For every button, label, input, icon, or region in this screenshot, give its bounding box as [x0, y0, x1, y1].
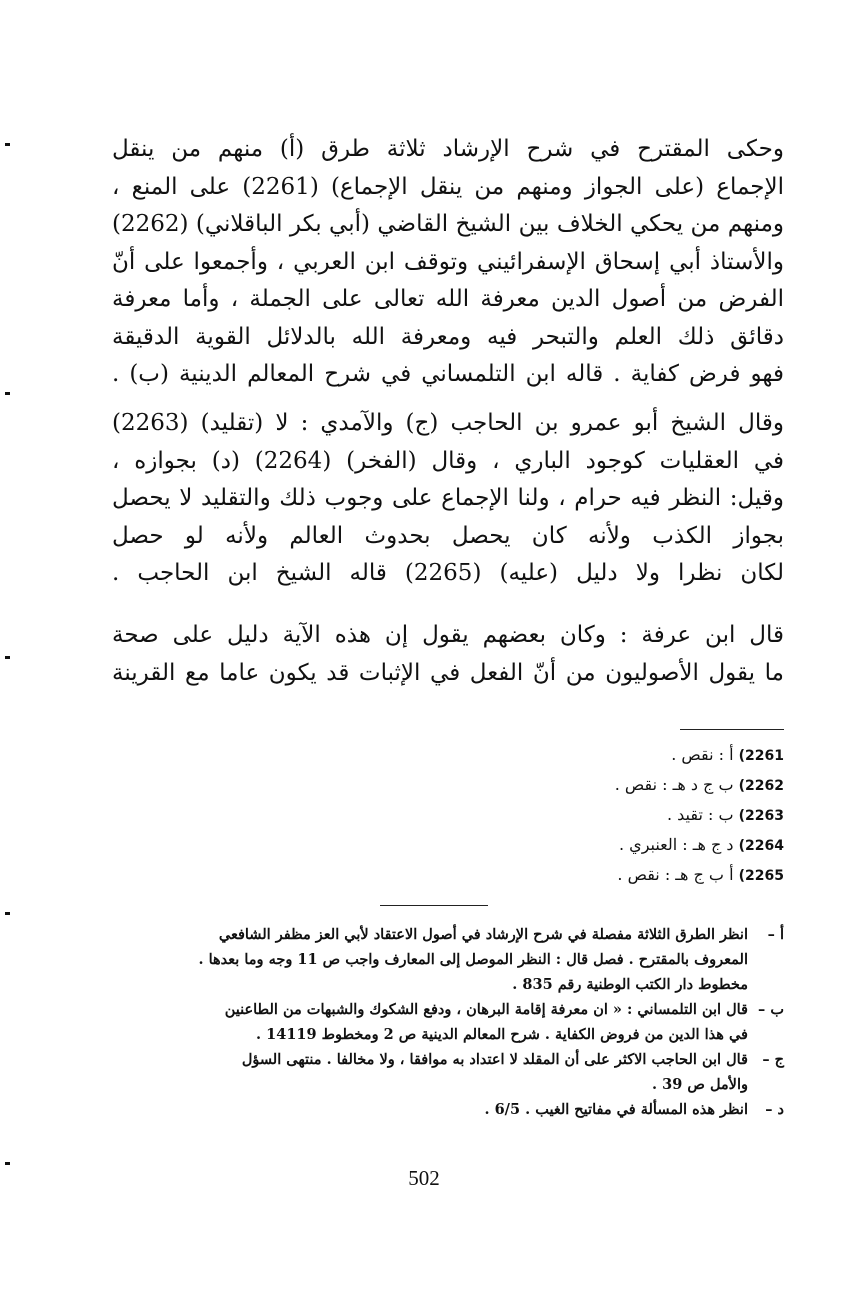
text-line: الإجماع (على الجواز ومنهم من ينقل الإجماع) (2261) على المنع ،: [112, 173, 784, 200]
body-paragraph: [112, 617, 784, 692]
text-line: ما يقول الأصوليون من أنّ الفعل في الإثبات قد يكون عاما مع القرينة: [112, 659, 784, 686]
note-key: ج –: [762, 1051, 784, 1068]
note-key: أ –: [767, 926, 784, 943]
scan-mark: [5, 392, 10, 395]
text-line: وحكى المقترح في شرح الإرشاد ثلاثة طرق (أ) منهم من ينقل: [112, 136, 784, 162]
note-line: انظر الطرق الثلاثة مفصلة في شرح الإرشاد في أصول الاعتقاد لأبي العز مظفر الشافعي: [218, 926, 748, 943]
note-body: [112, 997, 748, 1047]
note-line: المعروف بالمقترح . فصل قال : النظر الموصل إلى المعارف واجب ص 11 وجه وما بعدها .: [198, 951, 748, 968]
page-number: 502: [408, 1166, 440, 1190]
note-line: قال ابن التلمساني : « ان معرفة إقامة البرهان ، ودفع الشكوك والشبهات من الطاعنين: [224, 1001, 748, 1018]
variant-number: 2265): [738, 868, 784, 884]
text-line: ومنهم من يحكي الخلاف بين الشيخ القاضي (أبي بكر الباقلاني) (2262): [112, 211, 784, 237]
note-line: مخطوط دار الكتب الوطنية رقم 835 .: [512, 976, 748, 993]
note-item: [112, 922, 784, 997]
note-line: والأمل ص 39 .: [652, 1076, 748, 1093]
scan-mark: [5, 1162, 10, 1165]
note-item: [112, 1047, 784, 1097]
scan-mark: [5, 656, 10, 659]
variant-text: أ ب ج هـ : نقص .: [617, 865, 734, 884]
variant-text: ب ج د هـ : نقص .: [614, 775, 734, 794]
body-paragraph: [112, 405, 784, 593]
variant-readings: [560, 740, 784, 890]
scan-mark: [5, 143, 10, 146]
variant-text: أ : نقص .: [671, 745, 734, 764]
note-body: [112, 1047, 748, 1097]
note-line: في هذا الدين من فروض الكفاية . شرح المعالم الدينية ص 2 ومخطوط 14119 .: [256, 1026, 748, 1043]
note-item: [112, 1097, 784, 1122]
note-body: [112, 922, 748, 997]
text-line: الفرض من أصول الدين معرفة الله تعالى على الجملة ، وأما معرفة: [112, 286, 784, 312]
note-line: انظر هذه المسألة في مفاتيح الغيب . 6/5 .: [484, 1101, 748, 1118]
text-line: وقيل: النظر فيه حرام ، ولنا الإجماع على وجوب ذلك والتقليد لا يحصل: [112, 485, 784, 511]
text-line: لكان نظرا ولا دليل (عليه) (2265) قاله الشيخ ابن الحاجب .: [112, 560, 784, 586]
variant-number: 2261): [738, 748, 784, 764]
note-line: قال ابن الحاجب الاكثر على أن المقلد لا اعتداد به موافقا ، ولا مخالفا . منتهى السؤل: [241, 1051, 748, 1068]
note-body: [112, 1097, 748, 1122]
scan-mark: [5, 912, 10, 915]
variant-text: د ج هـ : العنبري .: [619, 835, 734, 854]
body-paragraph: [112, 131, 784, 394]
variant-item: [560, 860, 784, 890]
notes-separator: [380, 905, 488, 906]
text-line: بجواز الكذب ولأنه كان يحصل بحدوث العالم ولأنه لو حصل: [112, 522, 784, 549]
variant-number: 2264): [738, 838, 784, 854]
variant-item: [560, 770, 784, 800]
variant-number: 2262): [738, 778, 784, 794]
editor-notes: [112, 922, 784, 1122]
note-item: [112, 997, 784, 1047]
text-line: فهو فرض كفاية . قاله ابن التلمساني في شرح المعالم الدينية (ب) .: [112, 361, 784, 387]
note-key: ب –: [758, 1001, 784, 1018]
footnote-separator: [680, 729, 784, 730]
variant-item: [560, 830, 784, 860]
text-line: وقال الشيخ أبو عمرو بن الحاجب (ج) والآمدي : لا (تقليد) (2263): [112, 410, 784, 436]
text-line: في العقليات كوجود الباري ، وقال (الفخر) (2264) (د) بجوازه ،: [112, 447, 784, 474]
text-line: والأستاذ أبي إسحاق الإسفرائيني وتوقف ابن العربي ، وأجمعوا على أنّ: [112, 248, 784, 275]
variant-number: 2263): [738, 808, 784, 824]
variant-item: [560, 740, 784, 770]
variant-item: [560, 800, 784, 830]
text-line: قال ابن عرفة : وكان بعضهم يقول إن هذه الآية دليل على صحة: [112, 622, 784, 648]
variant-text: ب : تقيد .: [666, 805, 734, 824]
text-line: دقائق ذلك العلم والتبحر فيه ومعرفة الله بالدلائل القوية الدقيقة: [112, 323, 784, 350]
note-key: د –: [765, 1101, 784, 1118]
